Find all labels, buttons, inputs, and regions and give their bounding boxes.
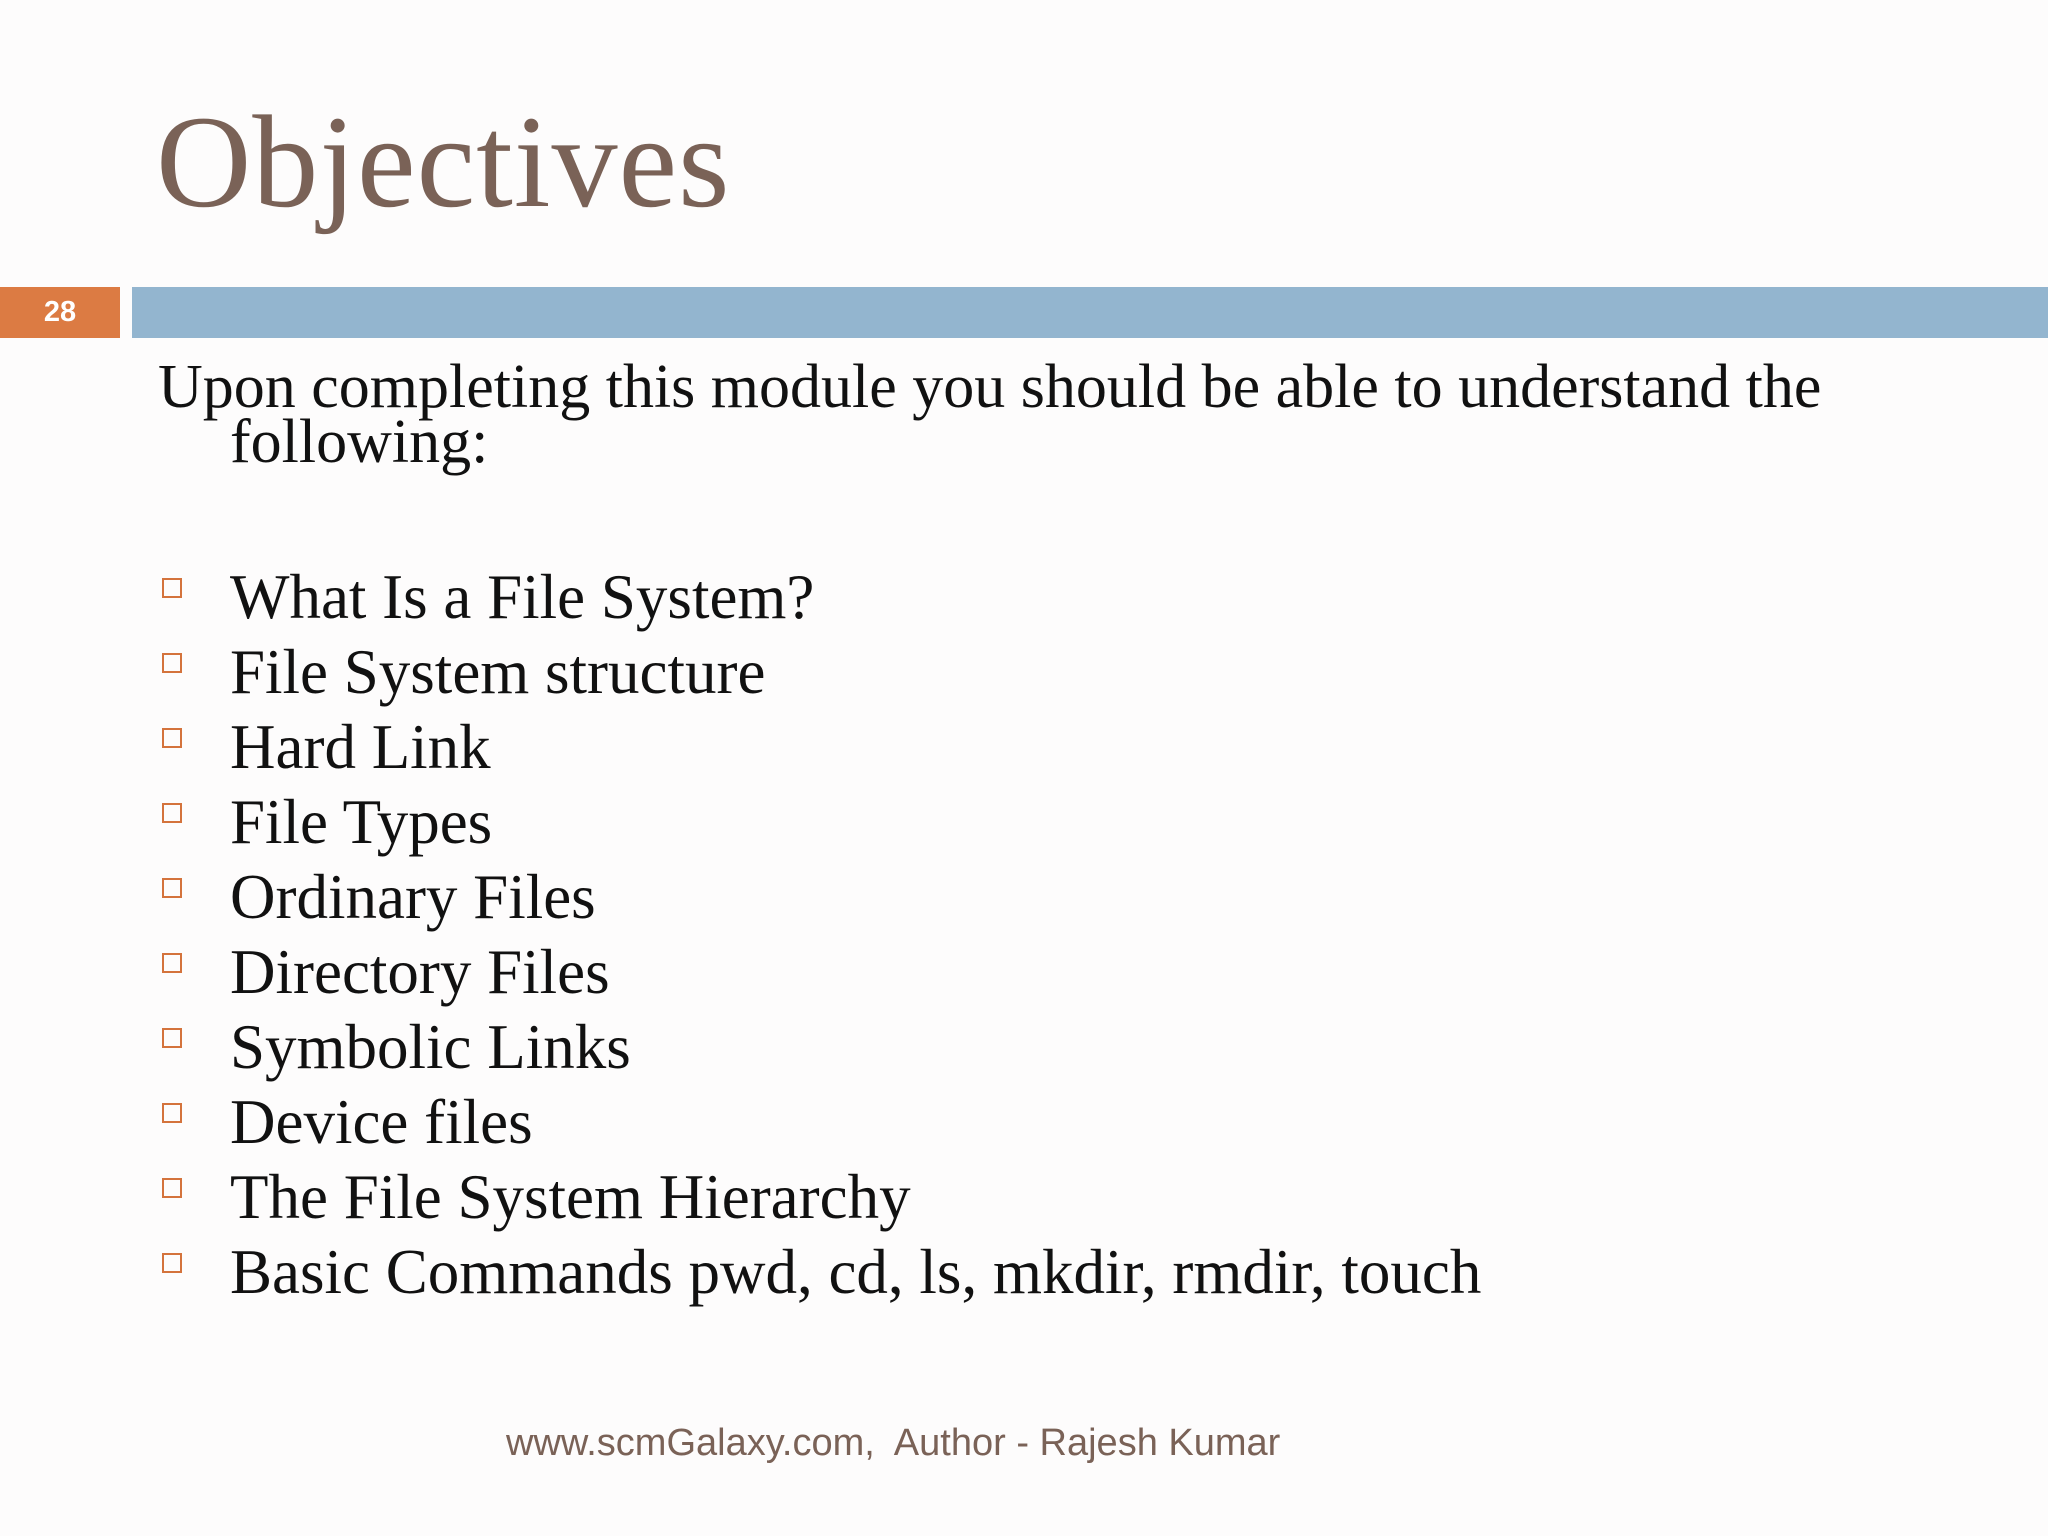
list-item bbox=[158, 935, 1481, 1010]
square-bullet-icon bbox=[162, 1178, 182, 1198]
square-bullet-icon bbox=[162, 803, 182, 823]
square-bullet-icon bbox=[162, 1103, 182, 1123]
slide-number: 28 bbox=[0, 287, 120, 338]
list-item-label: Directory Files bbox=[230, 937, 610, 1007]
square-bullet-icon bbox=[162, 653, 182, 673]
list-item bbox=[158, 710, 1481, 785]
objectives-list bbox=[158, 560, 1481, 1310]
square-bullet-icon bbox=[162, 1028, 182, 1048]
square-bullet-icon bbox=[162, 728, 182, 748]
list-item bbox=[158, 560, 1481, 635]
intro-text: Upon completing this module you should be able to understand the following: bbox=[158, 353, 1822, 476]
square-bullet-icon bbox=[162, 878, 182, 898]
list-item-label: Symbolic Links bbox=[230, 1012, 631, 1082]
square-bullet-icon bbox=[162, 1253, 182, 1273]
slide-title: Objectives bbox=[156, 88, 731, 235]
square-bullet-icon bbox=[162, 578, 182, 598]
list-item-label: File Types bbox=[230, 787, 493, 857]
list-item-label: Device files bbox=[230, 1087, 533, 1157]
square-bullet-icon bbox=[162, 953, 182, 973]
list-item bbox=[158, 635, 1481, 710]
list-item-label: The File System Hierarchy bbox=[230, 1162, 911, 1232]
list-item-label: Basic Commands pwd, cd, ls, mkdir, rmdir, touch bbox=[230, 1237, 1482, 1307]
list-item-label: What Is a File System? bbox=[230, 562, 815, 632]
list-item bbox=[158, 1085, 1481, 1160]
list-item bbox=[158, 1160, 1481, 1235]
list-item-label: Ordinary Files bbox=[230, 862, 596, 932]
list-item-label: File System structure bbox=[230, 637, 766, 707]
footer-credit: www.scmGalaxy.com, Author - Rajesh Kumar bbox=[506, 1422, 1281, 1464]
list-item bbox=[158, 1010, 1481, 1085]
list-item bbox=[158, 1235, 1481, 1310]
list-item bbox=[158, 785, 1481, 860]
list-item-label: Hard Link bbox=[230, 712, 491, 782]
title-rule bbox=[132, 287, 2048, 338]
list-item bbox=[158, 860, 1481, 935]
